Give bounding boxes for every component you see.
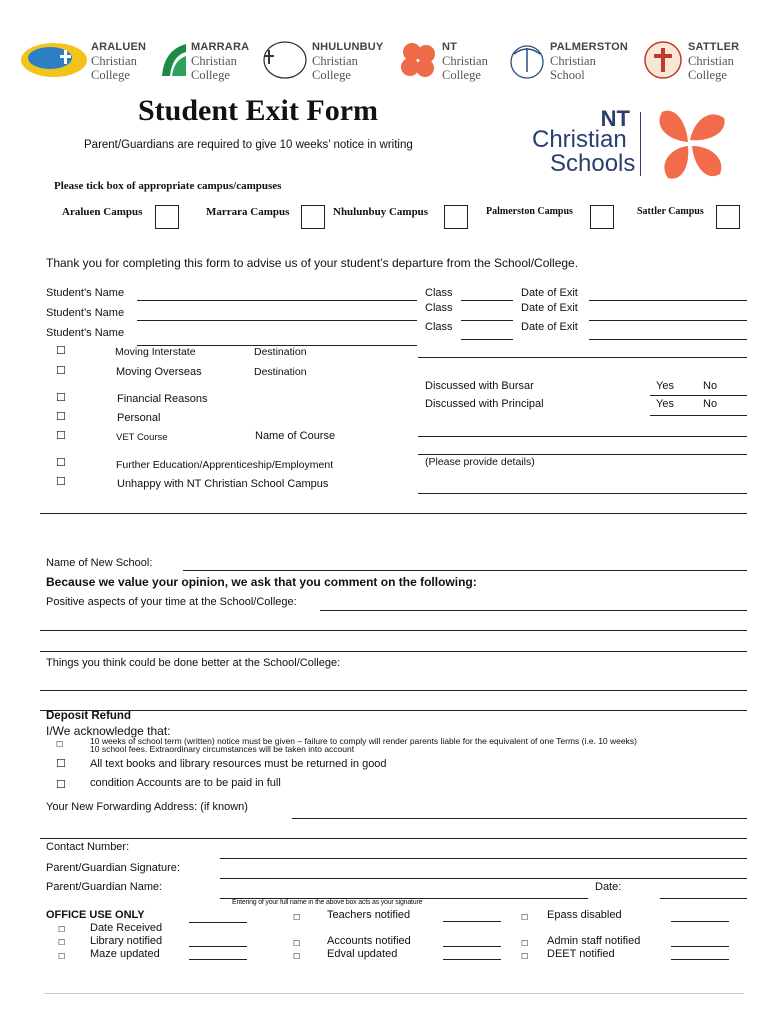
- student-name-field-2[interactable]: [137, 320, 417, 321]
- guardian-name-label: Parent/Guardian Name:: [46, 881, 163, 893]
- office-edval-updated: Edval updated: [327, 948, 398, 960]
- campus-label-palmerston: Palmerston Campus: [486, 206, 573, 217]
- positive-aspects-field-3[interactable]: [40, 651, 747, 652]
- nt-christian-schools-brand: [530, 106, 740, 186]
- date-of-exit-field-2[interactable]: [589, 320, 747, 321]
- brand-christian: Christian: [532, 126, 627, 153]
- marrara-logo-text: MARRARA Christian College: [191, 41, 250, 82]
- details-hint: (Please provide details): [425, 456, 535, 468]
- deposit-item-2: All text books and library resources must be returned in good: [90, 758, 387, 770]
- student-name-field-1[interactable]: [137, 300, 417, 301]
- class-field-2[interactable]: [461, 320, 513, 321]
- deposit-item-1-line-1: 10 weeks of school term (written) notice must be given – failure to comply will render parents liable for the equivalent of one Terms (i.e. 10 weeks): [90, 736, 637, 746]
- office-checkbox-teachers[interactable]: ☐: [293, 913, 301, 922]
- office-checkbox-library[interactable]: ☐: [58, 938, 66, 947]
- flower-icon: [648, 106, 730, 182]
- sattler-logo-text: SATTLER Christian College: [688, 41, 740, 82]
- reason-label-interstate: Moving Interstate: [115, 346, 196, 358]
- class-field-1[interactable]: [461, 300, 513, 301]
- office-library-field[interactable]: [189, 946, 247, 947]
- campus-checkbox-sattler[interactable]: [716, 205, 740, 229]
- office-teachers-notified: Teachers notified: [327, 909, 411, 921]
- office-maze-updated: Maze updated: [90, 948, 160, 960]
- office-maze-field[interactable]: [189, 959, 247, 960]
- office-checkbox-deet[interactable]: ☐: [521, 952, 529, 961]
- office-deet-field[interactable]: [671, 959, 729, 960]
- deposit-item-1: [90, 737, 637, 753]
- deposit-checkbox-1[interactable]: ☐: [56, 740, 64, 749]
- course-name-field[interactable]: [418, 436, 747, 437]
- date-of-exit-label-1: Date of Exit: [521, 287, 578, 299]
- destination-label-1: Destination: [254, 346, 307, 358]
- campus-checkbox-araluen[interactable]: [155, 205, 179, 229]
- office-teachers-field[interactable]: [443, 921, 501, 922]
- reason-label-vet: VET Course: [116, 432, 168, 443]
- bursar-yes-option[interactable]: Yes: [656, 380, 674, 392]
- reason-label-personal: Personal: [117, 412, 161, 424]
- campus-checkbox-marrara[interactable]: [301, 205, 325, 229]
- class-label-1: Class: [425, 287, 453, 299]
- deposit-heading: Deposit Refund: [46, 710, 131, 722]
- office-accounts-notified: Accounts notified: [327, 935, 411, 947]
- do-better-field-1[interactable]: [40, 690, 747, 691]
- campus-prompt: Please tick box of appropriate campus/campuses: [54, 180, 282, 192]
- notice-text: Parent/Guardians are required to give 10 weeks’ notice in writing: [84, 139, 413, 151]
- date-of-exit-field-1[interactable]: [589, 300, 747, 301]
- class-label-2: Class: [425, 302, 453, 314]
- contact-number-field[interactable]: [220, 858, 747, 859]
- campus-label-marrara: Marrara Campus: [206, 206, 290, 218]
- reason-checkbox-interstate[interactable]: ☐: [56, 345, 66, 357]
- reason-checkbox-unhappy[interactable]: ☐: [56, 476, 66, 488]
- campus-label-nhulunbuy: Nhulunbuy Campus: [333, 206, 429, 218]
- nt-logo-text: NT Christian College: [442, 41, 488, 82]
- reason-checkbox-personal[interactable]: ☐: [56, 411, 66, 423]
- office-field-blank[interactable]: [189, 922, 247, 923]
- destination-label-2: Destination: [254, 366, 307, 378]
- deposit-checkbox-2[interactable]: ☐: [56, 758, 66, 770]
- office-admin-field[interactable]: [671, 946, 729, 947]
- class-label-3: Class: [425, 321, 453, 333]
- date-of-exit-label-2: Date of Exit: [521, 302, 578, 314]
- brand-nt: NT: [600, 106, 630, 131]
- do-better-label: Things you think could be done better at the School/College:: [46, 657, 341, 669]
- thank-you-text: Thank you for completing this form to advise us of your student’s departure from the School/College.: [46, 256, 579, 270]
- details-field-2[interactable]: [418, 493, 747, 494]
- positive-aspects-field-2[interactable]: [40, 630, 747, 631]
- reason-label-unhappy: Unhappy with NT Christian School Campus: [117, 478, 329, 490]
- name-of-course-label: Name of Course: [255, 430, 336, 442]
- date-label: Date:: [595, 881, 622, 893]
- office-use-heading: OFFICE USE ONLY: [46, 909, 145, 921]
- campus-checkbox-palmerston[interactable]: [590, 205, 614, 229]
- office-checkbox-date-received[interactable]: ☐: [58, 925, 66, 934]
- office-admin-notified: Admin staff notified: [547, 935, 641, 947]
- nhulunbuy-logo-text: NHULUNBUY Christian College: [312, 41, 384, 82]
- brand-schools: Schools: [550, 150, 636, 177]
- reason-checkbox-overseas[interactable]: ☐: [56, 365, 66, 377]
- principal-no-option[interactable]: No: [703, 398, 718, 410]
- araluen-logo-text: ARALUEN Christian College: [91, 41, 147, 82]
- signature-label: Parent/Guardian Signature:: [46, 862, 180, 874]
- nt-logo: [398, 40, 438, 80]
- office-checkbox-accounts[interactable]: ☐: [293, 939, 301, 948]
- discussed-bursar-label: Discussed with Bursar: [425, 380, 534, 392]
- reason-checkbox-further-ed[interactable]: ☐: [56, 457, 66, 469]
- principal-divider: [650, 415, 747, 416]
- reason-label-further-ed: Further Education/Apprenticeship/Employment: [116, 459, 334, 471]
- page-footer-divider: [44, 993, 744, 994]
- office-deet-notified: DEET notified: [547, 948, 615, 960]
- office-epass-disabled: Epass disabled: [547, 909, 622, 921]
- discussed-principal-label: Discussed with Principal: [425, 398, 544, 410]
- marrara-logo: [158, 42, 188, 78]
- palmerston-logo: [506, 40, 548, 80]
- reason-label-financial: Financial Reasons: [117, 393, 208, 405]
- signature-note: Entering of your full name in the above box acts as your signature: [232, 899, 423, 906]
- student-name-label-2: Student’s Name: [46, 307, 125, 319]
- student-name-label-1: Student’s Name: [46, 287, 125, 299]
- deposit-item-3: condition Accounts are to be paid in full: [90, 777, 281, 789]
- deposit-checkbox-3[interactable]: ☐: [56, 779, 66, 791]
- sattler-logo: [642, 40, 684, 80]
- new-school-label: Name of New School:: [46, 557, 153, 569]
- office-library-notified: Library notified: [90, 935, 163, 947]
- new-school-field[interactable]: [183, 570, 747, 571]
- page-title: Student Exit Form: [138, 94, 378, 127]
- acknowledge-text: I/We acknowledge that:: [46, 724, 171, 738]
- bursar-divider: [650, 395, 747, 396]
- date-field[interactable]: [660, 898, 747, 899]
- reason-label-overseas: Moving Overseas: [116, 366, 202, 378]
- date-of-exit-field-3[interactable]: [589, 339, 747, 340]
- campus-label-araluen: Araluen Campus: [62, 206, 143, 218]
- opinion-heading: Because we value your opinion, we ask that you comment on the following:: [46, 575, 477, 589]
- destination-field[interactable]: [418, 357, 747, 358]
- deposit-item-1-line-2: 10 school fees. Extraordinary circumstances will be taken into account: [90, 744, 355, 754]
- office-epass-field[interactable]: [671, 921, 729, 922]
- forwarding-address-field-1[interactable]: [292, 818, 747, 819]
- araluen-logo: [20, 40, 88, 80]
- forwarding-address-label: Your New Forwarding Address: (if known): [46, 801, 248, 813]
- positive-aspects-field-1[interactable]: [320, 610, 747, 611]
- nhulunbuy-logo: [262, 40, 308, 80]
- contact-number-label: Contact Number:: [46, 841, 130, 853]
- palmerston-logo-text: PALMERSTON Christian School: [550, 41, 628, 82]
- office-edval-field[interactable]: [443, 959, 501, 960]
- office-date-received: Date Received: [90, 922, 163, 934]
- details-field[interactable]: [418, 454, 747, 455]
- campus-checkbox-nhulunbuy[interactable]: [444, 205, 468, 229]
- office-checkbox-admin[interactable]: ☐: [521, 939, 529, 948]
- office-checkbox-edval[interactable]: ☐: [293, 952, 301, 961]
- student-name-label-3: Student’s Name: [46, 327, 125, 339]
- office-checkbox-epass[interactable]: ☐: [521, 913, 529, 922]
- principal-yes-option[interactable]: Yes: [656, 398, 674, 410]
- date-of-exit-label-3: Date of Exit: [521, 321, 578, 333]
- section-divider: [40, 513, 747, 514]
- bursar-no-option[interactable]: No: [703, 380, 718, 392]
- signature-field[interactable]: [220, 878, 747, 879]
- forwarding-address-field-2[interactable]: [40, 838, 747, 839]
- campus-label-sattler: Sattler Campus: [637, 206, 704, 217]
- positive-aspects-label: Positive aspects of your time at the School/College:: [46, 596, 297, 608]
- office-accounts-field[interactable]: [443, 946, 501, 947]
- do-better-field-2[interactable]: [40, 710, 747, 711]
- class-field-3[interactable]: [461, 339, 513, 340]
- office-checkbox-maze[interactable]: ☐: [58, 952, 66, 961]
- reason-checkbox-financial[interactable]: ☐: [56, 392, 66, 404]
- reason-checkbox-vet[interactable]: ☐: [56, 430, 66, 442]
